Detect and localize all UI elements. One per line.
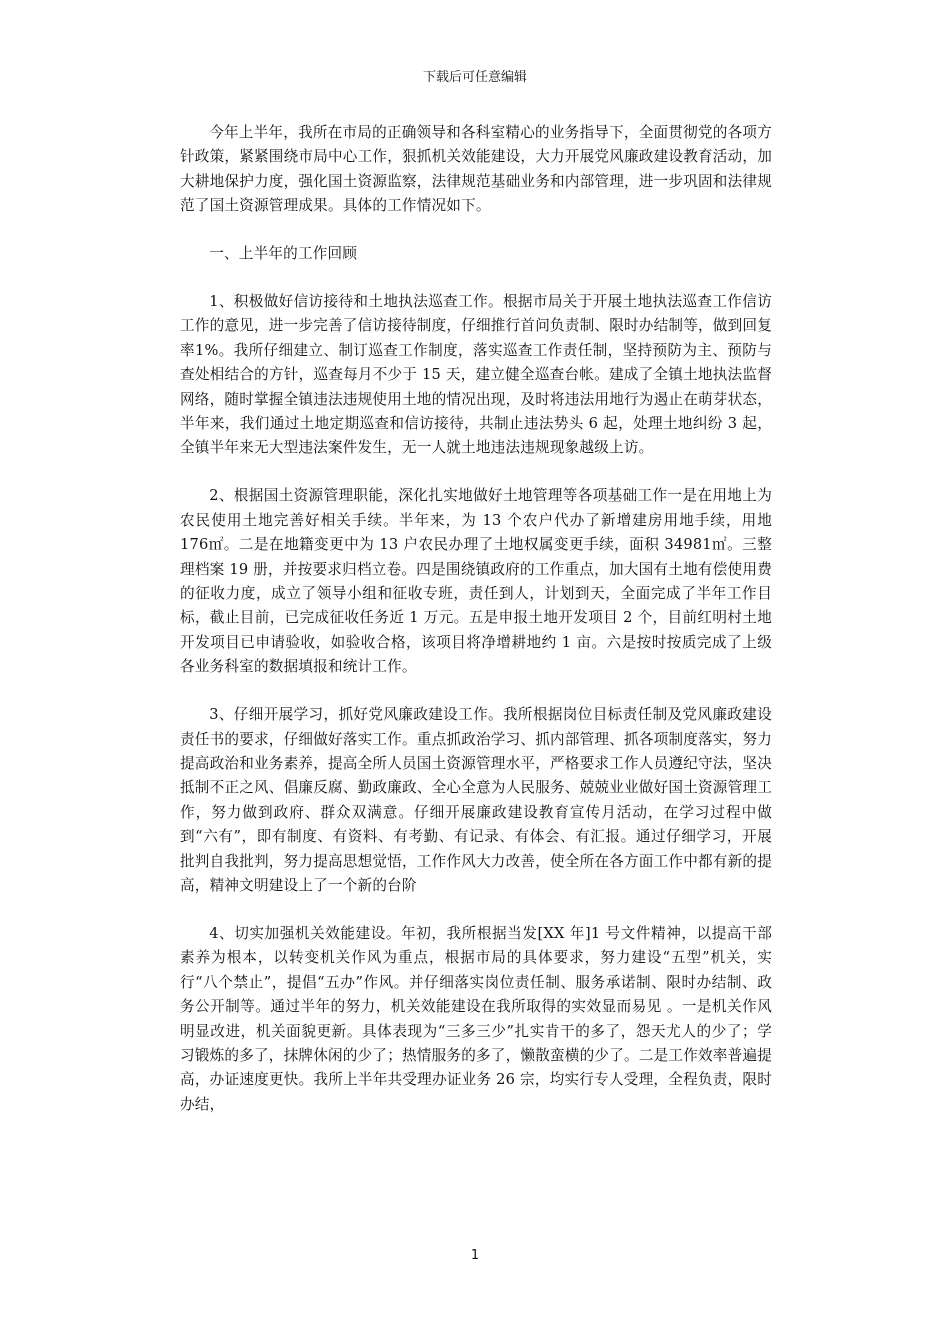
section-heading: 一、上半年的工作回顾	[209, 245, 358, 263]
intro-paragraph: 今年上半年，我所在市局的正确领导和各科室精心的业务指导下，全面贯彻党的各项方针政策，紧紧围绕市局中心工作，狠抓机关效能建设，大力开展党风廉政建设教育活动，加大耕地保护力度，强化国土资源监察，法律规范基础业务和内部管理，进一步巩固和法律规范了国土资源管理成果。具体的工作情况如下。	[180, 124, 772, 215]
page-header-note: 下载后可任意编辑	[422, 70, 527, 85]
page-number: 1	[470, 1248, 480, 1263]
body-paragraph: 3、仔细开展学习，抓好党风廉政建设工作。我所根据岗位目标责任制及党风廉政建设责任书的要求，仔细做好落实工作。重点抓政治学习、抓内部管理、抓各项制度落实，努力提高政治和业务素养，提高全所人员国土资源管理水平，严格要求工作人员遵纪守法，坚决抵制不正之风、倡廉反腐、勤政廉政、全心全意为人民服务、兢兢业业做好国土资源管理工作，努力做到政府、群众双满意。仔细开展廉政建设教育宣传月活动，在学习过程中做到“六有”，即有制度、有资料、有考勤、有记录、有体会、有汇报。通过仔细学习，开展批判自我批判，努力提高思想觉悟，工作作风大力改善，使全所在各方面工作中都有新的提高，精神文明建设上了一个新的台阶	[180, 706, 772, 894]
body-paragraph: 1、积极做好信访接待和土地执法巡查工作。根据市局关于开展土地执法巡查工作信访工作的意见，进一步完善了信访接待制度，仔细推行首问负责制、限时办结制等，做到回复率1%。我所仔细建立、制订巡查工作制度，落实巡查工作责任制，坚持预防为主、预防与查处相结合的方针，巡查每月不少于 15 天，建立健全巡查台帐。建成了全镇土地执法监督网络，随时掌握全镇违法违规使用土地的情况出现，及时将违法用地行为遏止在萌芽状态，半年来，我们通过土地定期巡查和信访接待，共制止违法势头 6 起，处理土地纠纷 3 起，全镇半年来无大型违法案件发生，无一人就土地违法违规现象越级上访。	[180, 293, 772, 457]
body-paragraph: 4、切实加强机关效能建设。年初，我所根据当发[XX 年]1 号文件精神，以提高干部素养为根本，以转变机关作风为重点，根据市局的具体要求，努力建设“五型”机关，实行“八个禁止”，提倡“五办”作风。并仔细落实岗位责任制、服务承诺制、限时办结制、政务公开制等。通过半年的努力，机关效能建设在我所取得的实效显而易见 。一是机关作风明显改进，机关面貌更新。具体表现为“三多三少”扎实肯干的多了，怨天尤人的少了；学习锻炼的多了，抹牌休闲的少了；热情服务的多了，懒散蛮横的少了。二是工作效率普遍提高，办证速度更快。我所上半年共受理办证业务 26 宗，均实行专人受理，全程负责，限时办结，	[180, 924, 772, 1113]
body-paragraph: 2、根据国土资源管理职能，深化扎实地做好土地管理等各项基础工作一是在用地上为农民使用土地完善好相关手续。半年来，为 13 个农户代办了新增建房用地手续，用地 176㎡。二是在地籍变更中为 13 户农民办理了土地权属变更手续，面积 34981㎡。三整理档案 19 册，并按要求归档立卷。四是围绕镇政府的工作重点，加大国有土地有偿使用费的征收力度，成立了领导小组和征收专班，责任到人，计划到天，全面完成了半年工作目标，截止目前，已完成征收任务近 1 万元。五是申报土地开发项目 2 个，目前红明村土地开发项目已申请验收，如验收合格，该项目将净增耕地约 1 亩。六是按时按质完成了上级各业务科室的数据填报和统计工作。	[180, 487, 772, 676]
document-body	[180, 121, 772, 1141]
